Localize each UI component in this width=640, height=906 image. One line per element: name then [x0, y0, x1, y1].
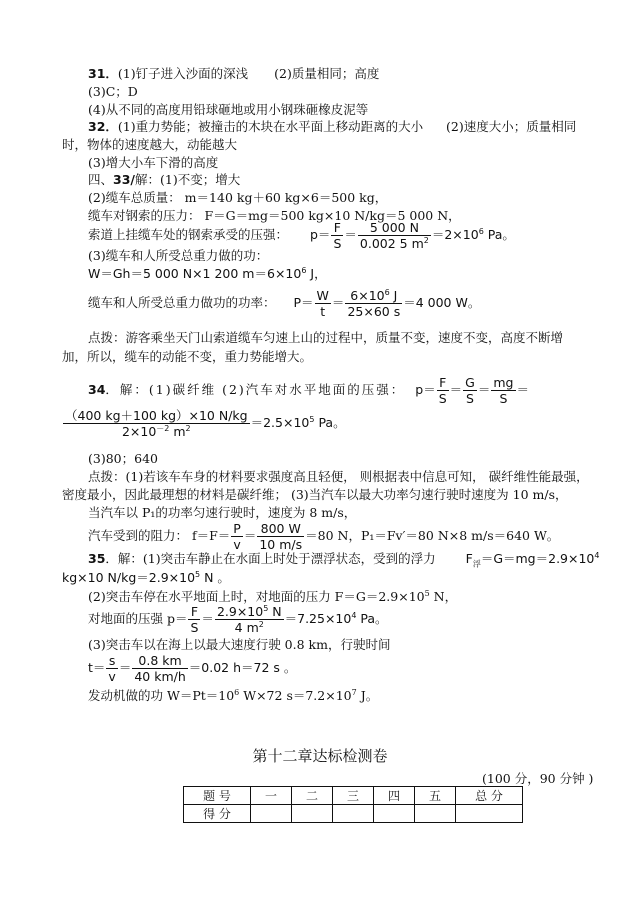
- header-cell: 题 号: [184, 787, 251, 805]
- fraction-F-S: $\frac{F}{S}$: [333, 220, 342, 251]
- q31-line2: (3)C；D: [88, 84, 138, 99]
- header-cell: 四: [374, 787, 415, 805]
- q34-line2: $\frac{(400 kg+100 kg)\times 10 N/kg}{2\times 10^{-2} m^2}$ $=2.5\times 10^5$ Pa。: [65, 408, 346, 439]
- score-cell: [251, 805, 292, 823]
- score-cell: [374, 805, 415, 823]
- q35-line6: t＝ $\frac{s}{v}$ ＝ $\frac{0.8 km}{40 km/h}$ ＝0.02 h＝72 s 。: [88, 653, 297, 684]
- fraction-pressure-calc: $\frac{(400 kg+100 kg)\times 10 N/kg}{2\times 10^{-2} m^2}$: [65, 408, 248, 439]
- fraction-force-value: $\frac{800 W}{10 m/s}$: [259, 521, 303, 552]
- q32-line1: 32．(1)重力势能；被撞击的木块在水平面上移动距离的大小: [88, 119, 424, 134]
- fraction-F-S: $\frac{F}{S}$: [190, 604, 199, 635]
- q34-line3: (3)80；640: [88, 451, 158, 466]
- score-cell: [415, 805, 456, 823]
- fraction-pressure-value: $\frac{5 000 N}{0.002 5 m^2}$: [359, 220, 429, 251]
- q35-line1: 35．解：(1)突击车静止在水面上时处于漂浮状态，受到的浮力 $F_浮=G=mg=2.9\times 10^4$: [88, 550, 600, 569]
- q31-line3: (4)从不同的高度用铅球砸地或用小钢珠砸橡皮泥等: [88, 102, 369, 117]
- q33-line4: 索道上挂缆车处的钢索承受的压强： p＝ $\frac{F}{S}$ ＝ $\frac{5 000 N}{0.002 5 m^2}$ $=2\times 10^6$ Pa。: [88, 220, 515, 251]
- score-table: [183, 786, 523, 823]
- q33-line3: 缆车对钢索的压力： F＝G＝mg＝500 kg×10 N/kg＝5 000 N，: [88, 208, 461, 223]
- q33-line1: 四、33/解：(1)不变；增大: [88, 172, 241, 187]
- fraction-P-v: $\frac{P}{v}$: [233, 521, 241, 552]
- q35-line4: 对地面的压强 p＝ $\frac{F}{S}$ ＝ $\frac{2.9\times 10^5 N}{4 m^2}$ $=7.25\times 10^4$ Pa。: [88, 603, 388, 635]
- q31-line1: 31．(1)钉子进入沙面的深浅 (2)质量相同；高度: [88, 66, 380, 81]
- score-cell: [456, 805, 523, 823]
- q35-line3: (2)突击车停在水平地面上时，对地面的压力 $F=G=2.9\times 10^5$ N，: [88, 588, 458, 604]
- q33-line9: 加，所以，缆车的动能不变，重力势能增大。: [62, 349, 313, 364]
- header-cell: 总 分: [456, 787, 523, 805]
- fraction-power-value: $\frac{6\times 10^6 J}{25\times 60 s}$: [347, 287, 401, 319]
- q33-line7: 缆车和人所受总重力做功的功率： P＝ $\frac{W}{t}$ ＝ $\frac{6\times 10^6 J}{25\times 60 s}$ ＝4 000 W。: [88, 287, 481, 319]
- table-row: [184, 805, 523, 823]
- header-cell: 三: [333, 787, 374, 805]
- q34-line5: 密度最小，因此最理想的材料是碳纤维； (3)当汽车以最大功率匀速行驶时速度为 10 m/s，: [62, 487, 568, 502]
- fraction-W-t: $\frac{W}{t}$: [316, 288, 329, 319]
- fraction-G-S: $\frac{G}{S}$: [465, 375, 475, 406]
- row-label: 得 分: [184, 805, 251, 823]
- q33-line6: W＝Gh＝5 000 N×1 200 $m=6\times 10^6$ J，: [88, 265, 327, 281]
- fraction-F-S: $\frac{F}{S}$: [438, 375, 447, 406]
- table-row: [184, 787, 523, 805]
- header-cell: 二: [292, 787, 333, 805]
- chapter-title: 第十二章达标检测卷: [252, 747, 388, 765]
- q32-line1b: (2)速度大小；质量相同: [446, 119, 577, 134]
- q33-line8: 点拨：游客乘坐天门山索道缆车匀速上山的过程中，质量不变，速度不变，高度不断增: [88, 330, 564, 345]
- fraction-s-v: $\frac{s}{v}$: [108, 653, 116, 684]
- q34-line6: 当汽车以 P₁的功率匀速行驶时，速度为 8 m/s，: [88, 505, 357, 520]
- fraction-pressure-value: $\frac{2.9\times 10^5 N}{4 m^2}$: [216, 603, 282, 635]
- q35-line2: kg×10 $N/kg=2.9\times 10^5$ N 。: [62, 569, 230, 585]
- q34-line1: 34．解：(1)碳纤维 (2)汽车对水平地面的压强： p＝ $\frac{F}{S}$ ＝ $\frac{G}{S}$ ＝ $\frac{mg}{S}$ ＝: [88, 375, 530, 406]
- q33-line2: (2)缆车总质量： m＝140 kg＋60 kg×6＝500 kg，: [88, 190, 388, 205]
- q35-line7: 发动机做的功 $W=Pt=10^6$ W×72 $s=7.2\times 10^7$ J。: [88, 687, 379, 703]
- fraction-mg-S: $\frac{mg}{S}$: [493, 375, 514, 406]
- score-cell: [292, 805, 333, 823]
- score-cell: [333, 805, 374, 823]
- header-cell: 五: [415, 787, 456, 805]
- chapter-meta: (100 分，90 分钟 ): [482, 771, 594, 786]
- q34-line7: 汽车受到的阻力： f＝F＝ $\frac{P}{v}$ ＝ $\frac{800 W}{10 m/s}$ ＝80 N，P₁＝Fv′＝80 N×8 m/s＝640 W。: [88, 521, 560, 552]
- fraction-time-value: $\frac{0.8 km}{40 km/h}$: [134, 653, 186, 684]
- q35-line5: (3)突击车以在海上以最大速度行驶 0.8 km，行驶时间: [88, 637, 391, 652]
- q33-line5: (3)缆车和人所受总重力做的功：: [88, 248, 269, 263]
- q34-line4: 点拨：(1)若该车车身的材料要求强度高且轻便， 则根据表中信息可知， 碳纤维性能最强，: [88, 469, 589, 484]
- q32-line3: (3)增大小车下滑的高度: [88, 155, 219, 170]
- q32-line2: 时，物体的速度越大，动能越大: [62, 137, 238, 152]
- header-cell: 一: [251, 787, 292, 805]
